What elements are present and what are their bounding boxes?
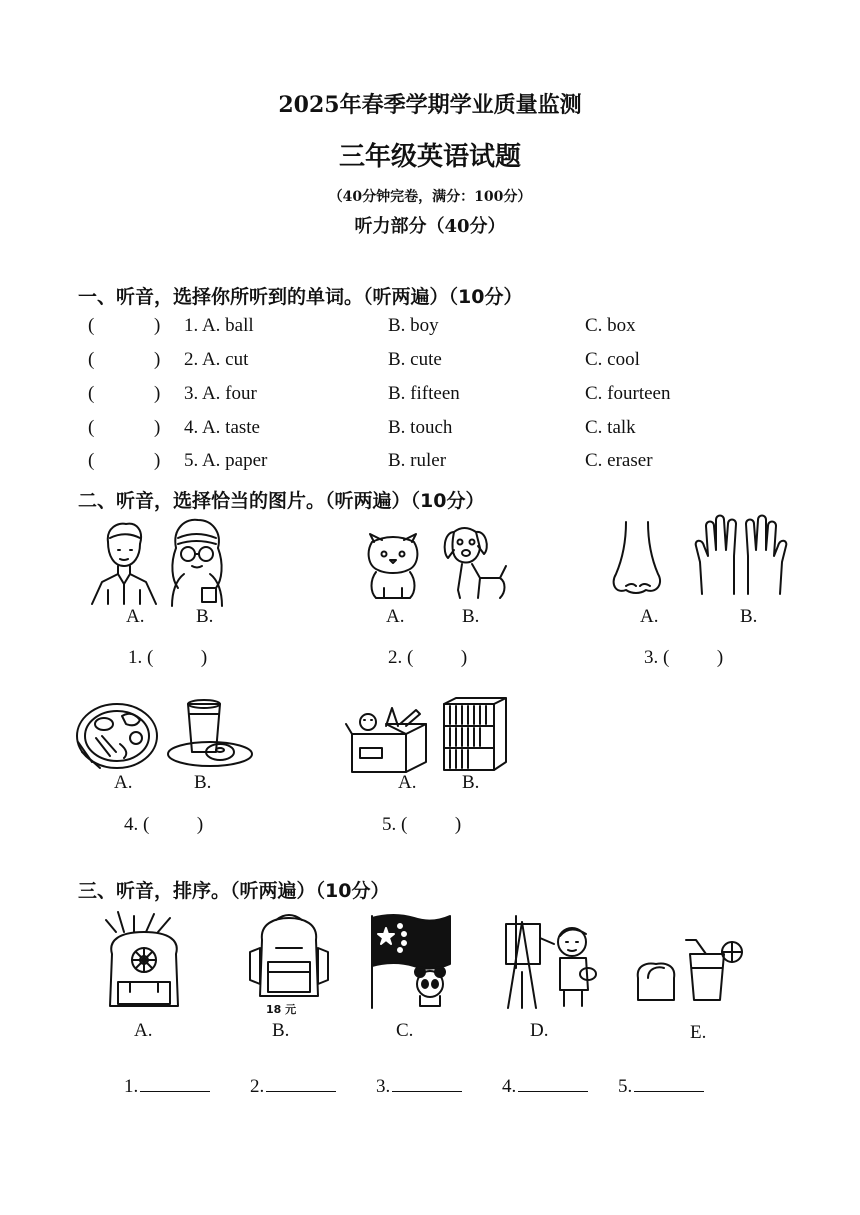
option-label-a: A. [386,606,405,627]
answer-paren-close: ) [154,349,161,370]
option-label-b: B. [462,772,480,793]
answer-blank-3[interactable]: 3. ( ) [644,647,724,668]
order-label-b: B. [272,1020,290,1041]
part-title: 听力部分（40分） [354,216,506,237]
option-label-a: A. [398,772,417,793]
order-label-c: C. [396,1020,414,1041]
exam-title: 2025年春季学期学业质量监测 [278,92,582,118]
answer-line [634,1090,704,1092]
question-row [88,450,788,478]
question-row [88,349,788,377]
option-label-b: B. [462,606,480,627]
answer-paren-open: ( [88,315,95,336]
answer-blank-1[interactable]: 1. ( ) [128,647,208,668]
option-b: B. ruler [388,450,447,471]
answer-paren-close: ) [154,383,161,404]
backpack-icon [248,912,330,998]
chinese-flag-panda-icon [364,912,452,1008]
answer-paren-close: ) [154,417,161,438]
hands-icon [694,516,788,594]
answer-line [266,1090,336,1092]
option-a: 5. A. paper [184,450,268,471]
option-c: C. talk [585,417,636,438]
option-a: 3. A. four [184,383,257,404]
order-answer-5[interactable]: 5. [618,1076,704,1098]
subject-title: 三年级英语试题 [338,142,521,172]
answer-paren-close: ) [154,450,161,471]
answer-paren-open: ( [88,417,95,438]
option-b: B. cute [388,349,442,370]
milk-and-donut-icon [166,694,254,770]
question-row [88,383,788,411]
option-a: 4. A. taste [184,417,260,438]
answer-paren-open: ( [88,349,95,370]
option-label-a: A. [114,772,133,793]
option-c: C. box [585,315,636,336]
price-tag: 18 元 [266,1003,297,1016]
order-answer-3[interactable]: 3. [376,1076,462,1098]
order-label-a: A. [134,1020,153,1041]
order-answer-4[interactable]: 4. [502,1076,588,1098]
answer-line [140,1090,210,1092]
section2-heading: 二、听音，选择恰当的图片。（听两遍）（10分） [78,490,485,512]
food-plate-icon [74,702,160,770]
toy-box-icon [346,704,432,772]
order-label-d: D. [530,1020,549,1041]
option-c: C. cool [585,349,640,370]
answer-paren-open: ( [88,450,95,471]
answer-blank-4[interactable]: 4. ( ) [124,814,204,835]
nose-icon [608,520,668,596]
exam-info: （40分钟完卷，满分：100分） [328,189,532,205]
option-b: B. fifteen [388,383,460,404]
answer-paren-open: ( [88,383,95,404]
answer-paren-close: ) [154,315,161,336]
dog-icon [440,522,510,602]
answer-blank-5[interactable]: 5. ( ) [382,814,462,835]
order-answer-1[interactable]: 1. [124,1076,210,1098]
girl-with-glasses-icon [166,518,228,606]
puppy-icon [362,532,424,600]
option-label-a: A. [640,606,659,627]
option-a: 1. A. ball [184,315,254,336]
answer-line [392,1090,462,1092]
question-row [88,417,788,445]
option-b: B. touch [388,417,453,438]
question-row [88,315,788,343]
option-b: B. boy [388,315,439,336]
answer-line [518,1090,588,1092]
order-label-e: E. [690,1022,707,1043]
school-bag-icon [98,910,190,1008]
section3-heading: 三、听音，排序。（听两遍）（10分） [78,880,390,902]
answer-blank-2[interactable]: 2. ( ) [388,647,468,668]
option-label-b: B. [194,772,212,793]
option-label-b: B. [740,606,758,627]
order-answer-2[interactable]: 2. [250,1076,336,1098]
bread-and-juice-icon [636,938,744,1000]
man-icon [88,520,160,604]
bookshelf-icon [442,698,508,770]
section1-heading: 一、听音，选择你所听到的单词。（听两遍）（10分） [78,286,523,308]
option-a: 2. A. cut [184,349,249,370]
option-label-a: A. [126,606,145,627]
painting-boy-icon [502,912,598,1008]
option-c: C. fourteen [585,383,671,404]
option-c: C. eraser [585,450,653,471]
option-label-b: B. [196,606,214,627]
